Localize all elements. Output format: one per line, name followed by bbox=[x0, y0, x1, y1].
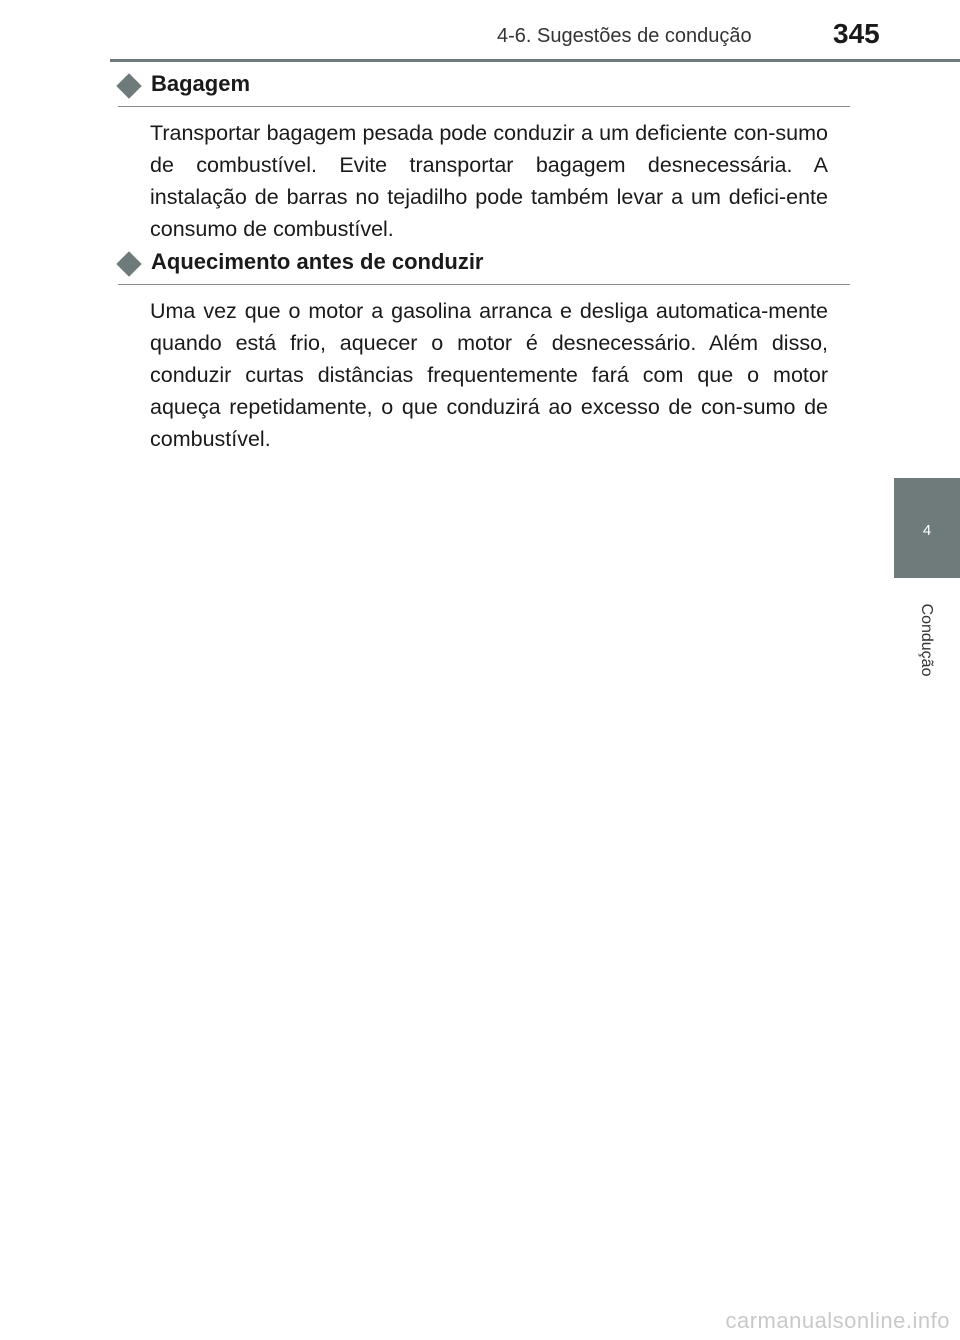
header-section-title: 4-6. Sugestões de condução bbox=[497, 25, 752, 47]
chapter-label bbox=[911, 590, 941, 690]
chapter-label-text: Condução bbox=[918, 603, 935, 677]
diamond-bullet-icon bbox=[116, 73, 141, 98]
section-heading-bagagem bbox=[118, 70, 850, 107]
watermark: carmanualsonline.info bbox=[725, 1308, 950, 1333]
header-rule bbox=[110, 59, 960, 62]
section-body-bagagem: Transportar bagagem pesada pode conduzir a um deficiente con-sumo de combustível. Evite transportar bagagem desnecessária. A instalação de barras no tejadilho pode também levar a um defici-ente consumo de combustível. bbox=[150, 121, 828, 241]
chapter-number: 4 bbox=[922, 522, 932, 539]
chapter-tab[interactable] bbox=[894, 478, 960, 578]
section-body-aquecimento: Uma vez que o motor a gasolina arranca e desliga automatica-mente quando está frio, aquecer o motor é desnecessário. Além disso, conduzir curtas distâncias frequentemente fará com que o motor aqueça repetidamente, o que conduzirá ao excesso de con-sumo de combustível. bbox=[150, 299, 828, 451]
section-heading-aquecimento bbox=[118, 248, 850, 285]
page-number: 345 bbox=[833, 18, 880, 49]
diamond-bullet-icon bbox=[116, 251, 141, 276]
section-title: Bagagem bbox=[151, 71, 251, 96]
section-title: Aquecimento antes de conduzir bbox=[151, 249, 484, 274]
